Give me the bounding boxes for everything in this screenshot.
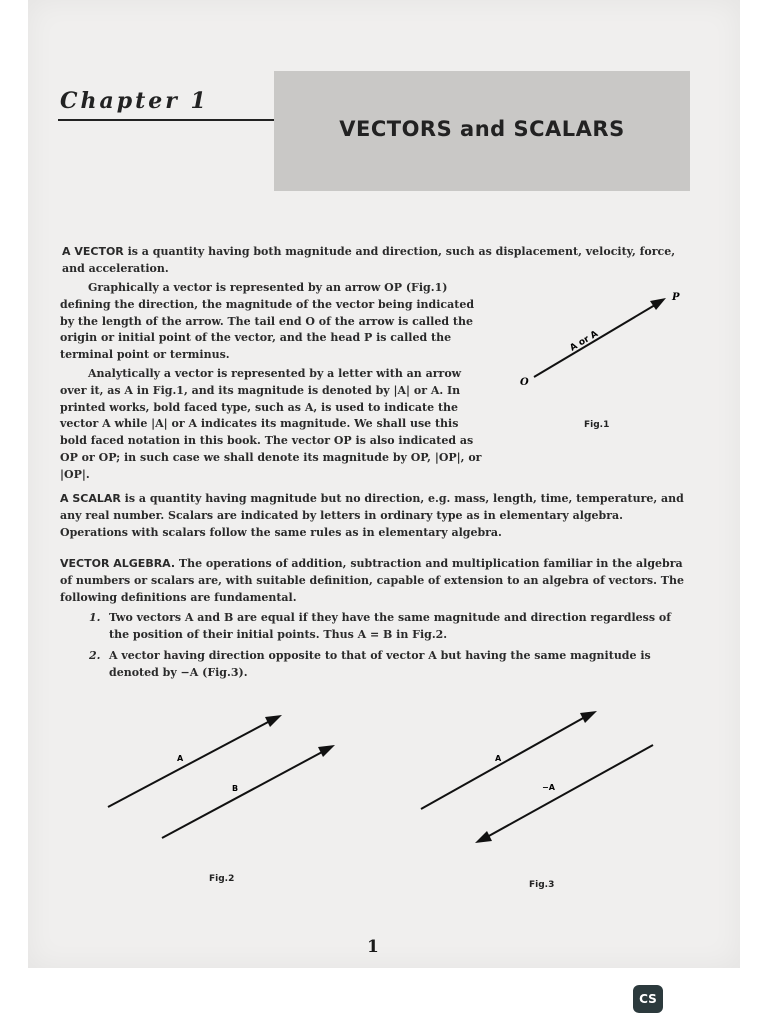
definition-text-2: A vector having direction opposite to that of vector A but having the same magnitude is denoted by −A (Fig.3). (109, 649, 651, 679)
graphically-paragraph: Graphically a vector is represented by an arrow OP (Fig.1) defining the direction, the magnitude of the vector being indicated by the length of the arrow. The tail end O of the arrow is called the origin or initial point of the vector, and the head P is called the terminal point or terminus. (60, 281, 475, 362)
fig3-arrow-nega-head (475, 831, 492, 843)
vector-algebra-term: VECTOR ALGEBRA. (60, 557, 176, 570)
analytically-paragraph: Analytically a vector is represented by a letter with an arrow over it, as A in Fig.1, and its magnitude is denoted by |A| or A. In printed works, bold faced type, such as A, is used to indicate the vector A while |A| or A indicates its magnitude. We shall use this bold faced notation in this book. The vector OP is also indicated as OP or OP; in such case we shall denote its magnitude by OP, |OP|, or |OP|. (60, 367, 482, 481)
fig2-diagram (100, 705, 350, 850)
definition-text-1: Two vectors A and B are equal if they have the same magnitude and direction regardless of the position of their initial points. Thus A = B in Fig.2. (109, 611, 671, 641)
fig2-arrow-b-shaft (162, 751, 324, 838)
scalar-definition-text: is a quantity having magnitude but no direction, e.g. mass, length, time, temperature, and any real number. Scalars are indicated by letters in ordinary type as in elementary algebra. Operations with scalars follow the same rules as in elementary algebra. (60, 492, 684, 539)
fig2-arrow-a-head (265, 715, 282, 727)
camscanner-badge: CS (633, 985, 663, 1013)
chapter-title: VECTORS and SCALARS (339, 117, 625, 141)
fig1-arrowhead (650, 298, 666, 310)
fig3-label-a: A (495, 754, 502, 763)
chapter-label: Chapter 1 (60, 88, 209, 114)
scalar-term: A SCALAR (60, 492, 121, 505)
fig2-caption: Fig.2 (209, 874, 235, 884)
vector-term: A VECTOR (62, 245, 124, 258)
fig3-label-nega: −A (542, 783, 555, 792)
fig1-caption: Fig.1 (584, 420, 610, 430)
chapter-underline (58, 119, 276, 121)
fig3-arrow-a-head (580, 711, 597, 723)
fig3-caption: Fig.3 (529, 880, 555, 890)
fig3-diagram (415, 705, 665, 850)
fig1-label-o: O (520, 377, 529, 388)
fig1-arrow-shaft (534, 302, 660, 377)
fig2-arrow-b-head (318, 745, 335, 757)
fig1-diagram (510, 285, 690, 395)
fig2-label-b: B (232, 784, 239, 793)
vector-algebra-text: The operations of addition, subtraction and multiplication familiar in the algebra of numbers or scalars are, with suitable definition, capable of extension to an algebra of vectors. The following definitions are fundamental. (60, 557, 684, 604)
vector-algebra-intro (60, 556, 692, 606)
fig1-vector-label: A or A (568, 329, 600, 354)
definition-number-1: 1. (89, 611, 101, 624)
vector-definition (62, 244, 692, 278)
scalar-definition (60, 491, 692, 541)
fig1-label-p: P (672, 292, 680, 303)
vector-definition-text: is a quantity having both magnitude and direction, such as displacement, velocity, force, and acceleration. (62, 245, 676, 275)
definition-number-2: 2. (89, 649, 101, 662)
chapter-title-box (274, 71, 690, 191)
fig2-label-a: A (177, 754, 184, 763)
page-number: 1 (367, 937, 379, 957)
